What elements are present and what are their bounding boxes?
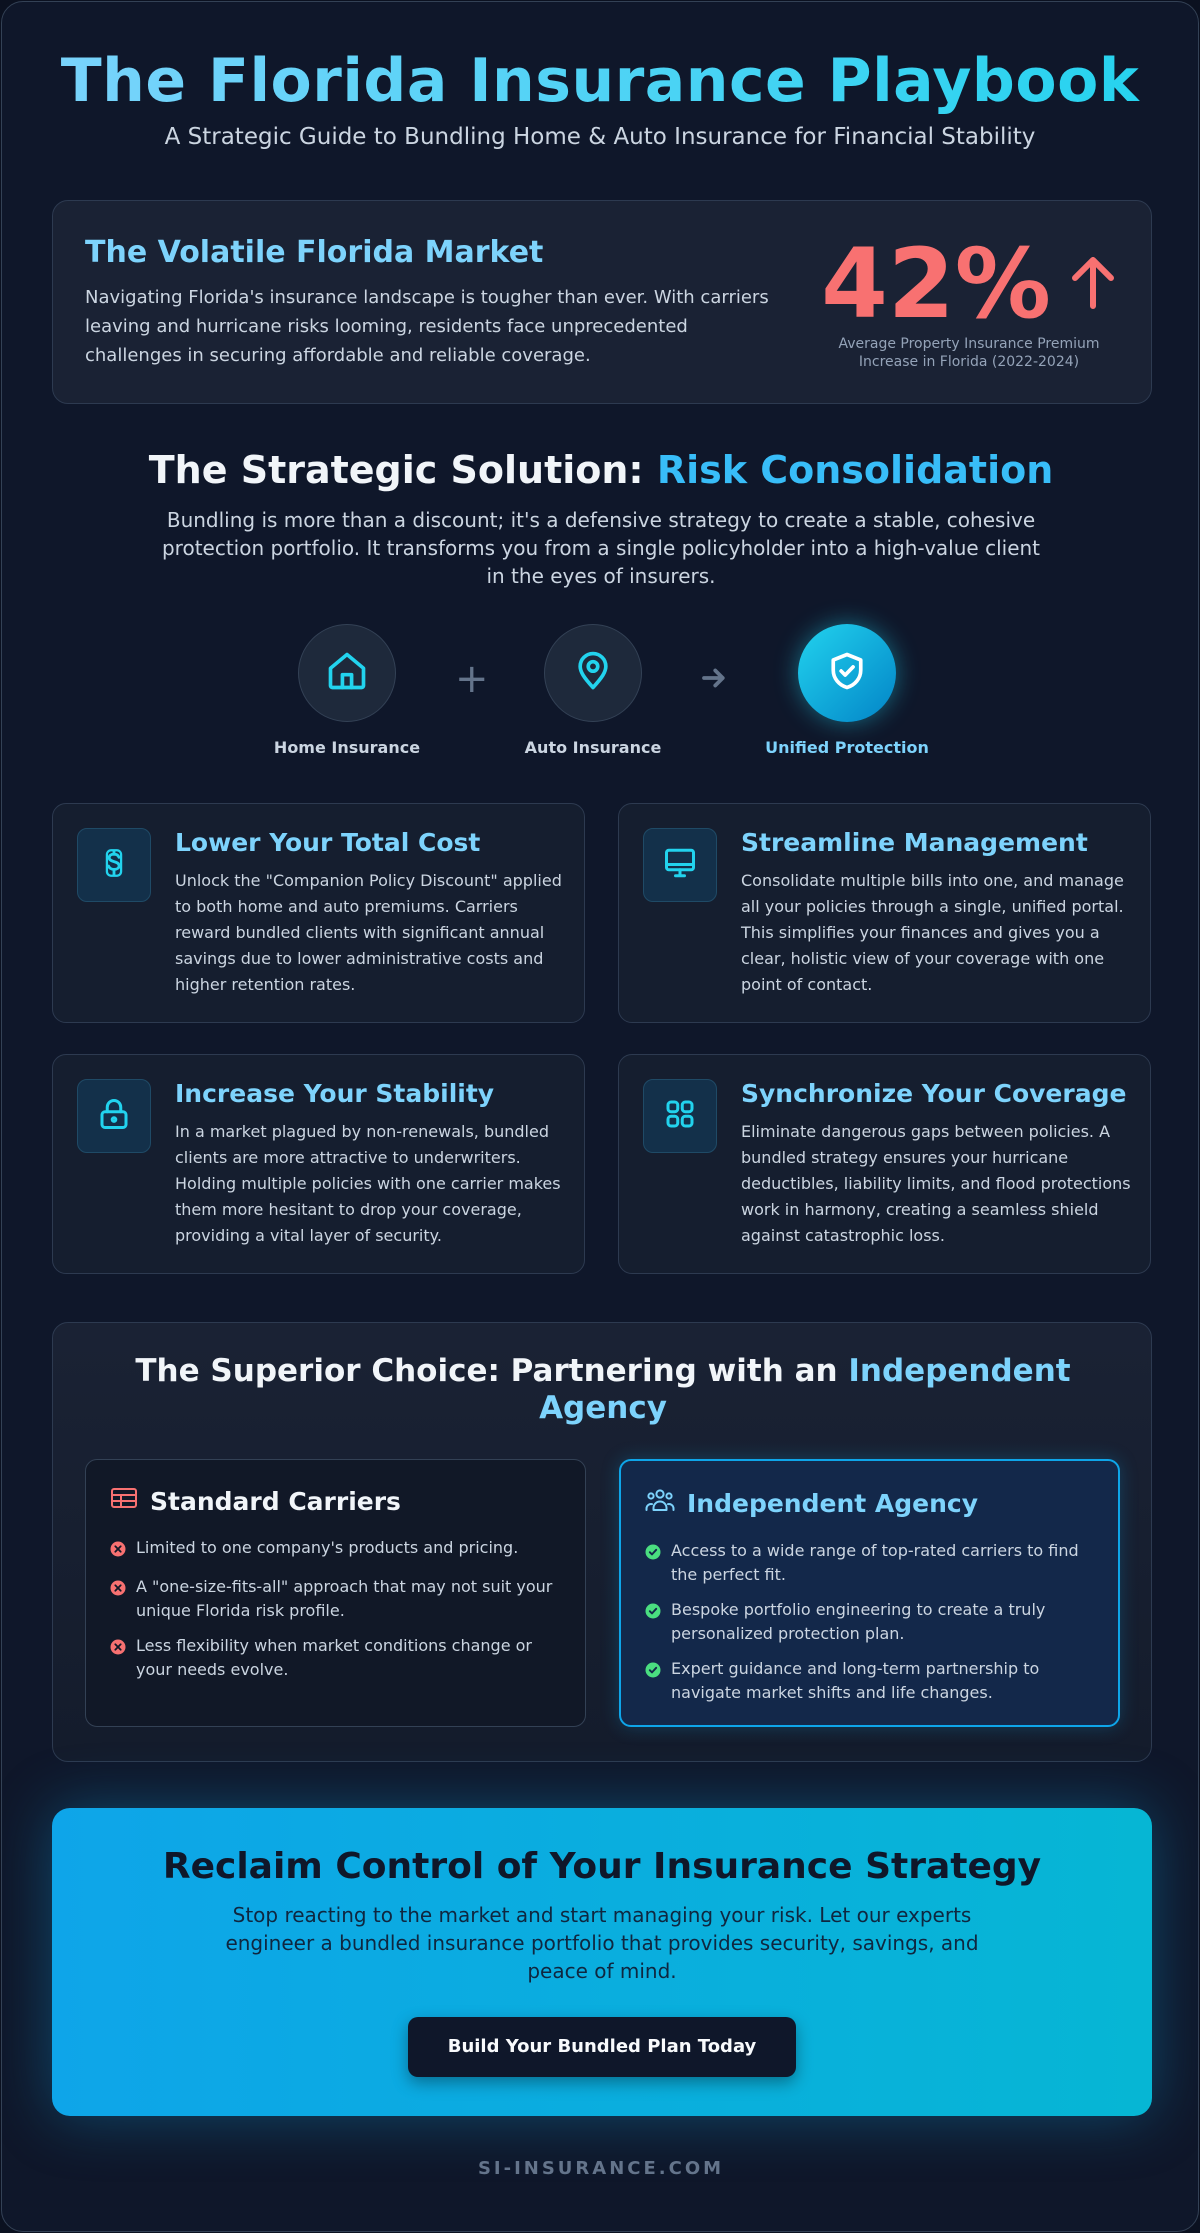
infographic-page	[1, 1, 1199, 2232]
flow-label-auto: Auto Insurance	[524, 738, 662, 757]
dollar-icon	[97, 846, 131, 884]
list-item-text: A "one-size-fits-all" approach that may not suit your unique Florida risk profile.	[136, 1577, 553, 1620]
card-text: Unlock the "Companion Policy Discount" applied to both home and auto premiums. Carriers reward bundled clients with significant annual savings due to lower administrative costs and higher retention rates.	[175, 871, 562, 994]
home-circle	[298, 624, 396, 722]
list-item	[110, 1634, 561, 1682]
choice-title-accent: Independent Agency	[539, 1353, 1071, 1426]
location-pin-icon	[571, 649, 615, 697]
people-group-icon	[645, 1487, 675, 1519]
card-title: Lower Your Total Cost	[175, 828, 481, 857]
check-circle-icon	[645, 1543, 661, 1587]
choice-section	[52, 1322, 1152, 1762]
x-circle-icon	[110, 1638, 126, 1682]
plus-icon: +	[455, 656, 489, 702]
flow-auto	[503, 624, 683, 757]
list-item-text: Access to a wide range of top-rated carriers to find the perfect fit.	[671, 1541, 1079, 1584]
x-circle-icon	[110, 1579, 126, 1623]
shield-check-icon	[825, 649, 869, 697]
flow-unified	[757, 624, 937, 757]
list-item	[645, 1598, 1094, 1646]
benefit-card-cost	[52, 803, 585, 1023]
benefit-card-coverage	[618, 1054, 1151, 1274]
market-card	[52, 200, 1152, 404]
stat-label-line2: Increase in Florida (2022-2024)	[858, 354, 1080, 370]
card-icon-box	[643, 828, 717, 902]
solution-title-accent: Risk Consolidation	[656, 448, 1054, 492]
page-subtitle: A Strategic Guide to Bundling Home & Auto Insurance for Financial Stability	[164, 124, 1036, 150]
market-text: Navigating Florida's insurance landscape is tougher than ever. With carriers leaving and hurricane risks looming, residents face unprecedented challenges in securing affordable and reliable coverage.	[85, 287, 769, 366]
check-circle-icon	[645, 1602, 661, 1646]
card-icon-box	[643, 1079, 717, 1153]
market-title: The Volatile Florida Market	[85, 235, 544, 270]
flow-home	[257, 624, 437, 757]
table-icon	[110, 1486, 138, 1516]
standard-carriers-heading	[110, 1486, 561, 1516]
solution-title-prefix: The Strategic Solution:	[148, 448, 657, 492]
footer-domain: SI-INSURANCE.COM	[477, 2158, 725, 2179]
card-title: Increase Your Stability	[175, 1079, 495, 1108]
solution-section	[2, 448, 1199, 590]
check-circle-icon	[645, 1661, 661, 1705]
stat-block	[819, 229, 1119, 371]
card-icon-box	[77, 828, 151, 902]
independent-agency-title: Independent Agency	[687, 1488, 979, 1518]
card-text: Consolidate multiple bills into one, and manage all your policies through a single, unified portal. This simplifies your finances and gives you a clear, holistic view of your coverage with one point of contact.	[741, 871, 1124, 994]
list-item	[645, 1657, 1094, 1705]
solution-text: Bundling is more than a discount; it's a defensive strategy to create a stable, cohesive protection portfolio. It transforms you from a single policyholder into a high-value client in the eyes of insurers.	[161, 508, 1041, 588]
arrow-right-icon	[699, 662, 729, 702]
benefit-card-management	[618, 803, 1151, 1023]
cta-text: Stop reacting to the market and start managing your risk. Let our experts engineer a bundled insurance portfolio that provides security, savings, and peace of mind.	[225, 1903, 979, 1983]
list-item	[645, 1539, 1094, 1587]
list-item-text: Expert guidance and long-term partnership to navigate market shifts and life changes.	[671, 1659, 1040, 1702]
flow-label-home: Home Insurance	[273, 738, 421, 757]
unified-circle	[798, 624, 896, 722]
solution-title	[2, 448, 1199, 492]
card-text: In a market plagued by non-renewals, bundled clients are more attractive to underwriters. Holding multiple policies with one carrier makes them more hesitant to drop your coverage, providing a vital layer of security.	[175, 1122, 561, 1245]
x-circle-icon	[110, 1540, 126, 1564]
list-item	[110, 1575, 561, 1623]
build-plan-button[interactable]: Build Your Bundled Plan Today	[408, 2017, 796, 2077]
card-icon-box	[77, 1079, 151, 1153]
stat-label-line1: Average Property Insurance Premium	[838, 336, 1100, 352]
benefit-card-stability	[52, 1054, 585, 1274]
auto-circle	[544, 624, 642, 722]
hero-section	[2, 2, 1198, 150]
independent-agency-list	[645, 1539, 1094, 1705]
monitor-icon	[662, 845, 698, 885]
list-item-text: Less flexibility when market conditions change or your needs evolve.	[136, 1636, 533, 1679]
choice-title	[133, 1353, 1073, 1427]
independent-agency-card	[619, 1459, 1120, 1727]
grid-icon	[662, 1096, 698, 1136]
bundle-flow	[2, 624, 1199, 764]
stat-value: 42%	[821, 228, 1051, 340]
cta-section	[52, 1808, 1152, 2116]
card-text: Eliminate dangerous gaps between policies. A bundled strategy ensures your hurricane deductibles, liability limits, and flood protections work in harmony, creating a seamless shield against catastrophic loss.	[741, 1122, 1131, 1245]
cta-title: Reclaim Control of Your Insurance Strategy	[162, 1846, 1042, 1887]
page-title: The Florida Insurance Playbook	[2, 44, 1198, 118]
standard-carriers-title: Standard Carriers	[150, 1486, 401, 1516]
lock-icon	[96, 1096, 132, 1136]
list-item-text: Bespoke portfolio engineering to create a truly personalized protection plan.	[671, 1600, 1046, 1643]
standard-carriers-card	[85, 1459, 586, 1727]
choice-title-prefix: The Superior Choice: Partnering with an	[135, 1353, 849, 1389]
arrow-up-icon	[1069, 254, 1117, 314]
card-title: Streamline Management	[741, 828, 1088, 857]
home-icon	[325, 649, 369, 697]
flow-label-unified: Unified Protection	[765, 738, 929, 757]
list-item	[110, 1536, 561, 1564]
independent-agency-heading	[645, 1487, 1094, 1519]
standard-carriers-list	[110, 1536, 561, 1682]
list-item-text: Limited to one company's products and pricing.	[136, 1538, 519, 1557]
card-title: Synchronize Your Coverage	[741, 1079, 1127, 1108]
